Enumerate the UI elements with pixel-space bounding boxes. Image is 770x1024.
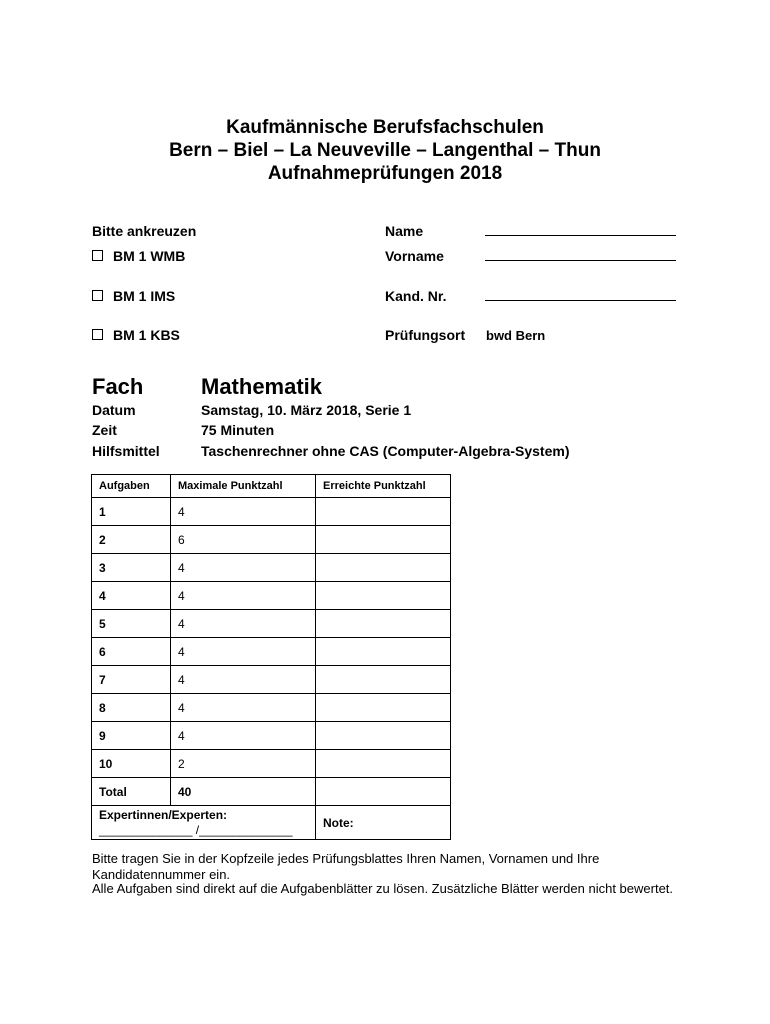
option-bm1-kbs[interactable] xyxy=(92,327,180,343)
max-points: 4 xyxy=(171,610,316,638)
task-number: 4 xyxy=(92,582,171,610)
max-points: 4 xyxy=(171,666,316,694)
instruction-2: Alle Aufgaben sind direkt auf die Aufgabenblätter zu lösen. Zusätzliche Blätter werden nicht bewertet. xyxy=(92,881,674,896)
task-number: 5 xyxy=(92,610,171,638)
zeit-label: Zeit xyxy=(92,422,117,438)
kand-nr-field[interactable] xyxy=(485,300,676,301)
table-total-row xyxy=(92,778,451,806)
selection-prompt: Bitte ankreuzen xyxy=(92,223,197,239)
header-max-punktzahl: Maximale Punktzahl xyxy=(171,475,316,498)
achieved-points-cell[interactable] xyxy=(316,582,451,610)
max-points: 4 xyxy=(171,722,316,750)
vorname-label: Vorname xyxy=(385,248,444,264)
max-points: 4 xyxy=(171,498,316,526)
score-table xyxy=(91,474,451,840)
header-locations: Bern – Biel – La Neuveville – Langenthal – Thun xyxy=(169,140,601,161)
task-number: 10 xyxy=(92,750,171,778)
checkbox-wmb[interactable] xyxy=(92,250,103,261)
hilfsmittel-label: Hilfsmittel xyxy=(92,443,160,459)
pruefungsort-label: Prüfungsort xyxy=(385,327,466,343)
note-label: Note: xyxy=(323,815,354,830)
datum-value: Samstag, 10. März 2018, Serie 1 xyxy=(201,402,412,418)
achieved-points-cell[interactable] xyxy=(316,750,451,778)
max-points: 4 xyxy=(171,694,316,722)
table-row xyxy=(92,694,451,722)
max-points: 4 xyxy=(171,582,316,610)
max-points: 6 xyxy=(171,526,316,554)
header-erreichte-punktzahl: Erreichte Punktzahl xyxy=(316,475,451,498)
option-label: BM 1 IMS xyxy=(113,288,176,304)
task-number: 6 xyxy=(92,638,171,666)
table-row xyxy=(92,582,451,610)
table-row xyxy=(92,666,451,694)
total-label: Total xyxy=(92,778,171,806)
achieved-points-cell[interactable] xyxy=(316,666,451,694)
task-number: 3 xyxy=(92,554,171,582)
header-exam-title: Aufnahmeprüfungen 2018 xyxy=(267,163,503,184)
name-label: Name xyxy=(385,223,424,239)
option-label: BM 1 WMB xyxy=(113,248,186,264)
pruefungsort-value: bwd Bern xyxy=(486,328,546,343)
achieved-points-cell[interactable] xyxy=(316,610,451,638)
table-row xyxy=(92,610,451,638)
max-points: 2 xyxy=(171,750,316,778)
option-bm1-wmb[interactable] xyxy=(92,248,185,264)
table-row xyxy=(92,722,451,750)
zeit-value: 75 Minuten xyxy=(201,422,275,438)
table-experts-row xyxy=(92,806,451,840)
name-field[interactable] xyxy=(485,235,676,236)
experts-label: Expertinnen/Experten: xyxy=(99,807,228,822)
checkbox-ims[interactable] xyxy=(92,290,103,301)
task-number: 9 xyxy=(92,722,171,750)
option-bm1-ims[interactable] xyxy=(92,288,175,304)
total-value: 40 xyxy=(171,778,316,806)
achieved-points-cell[interactable] xyxy=(316,498,451,526)
fach-value: Mathematik xyxy=(201,374,323,399)
task-number: 7 xyxy=(92,666,171,694)
achieved-points-cell[interactable] xyxy=(316,526,451,554)
checkbox-kbs[interactable] xyxy=(92,329,103,340)
table-row xyxy=(92,750,451,778)
achieved-points-cell[interactable] xyxy=(316,722,451,750)
table-row xyxy=(92,554,451,582)
achieved-points-cell[interactable] xyxy=(316,638,451,666)
table-row xyxy=(92,498,451,526)
table-row xyxy=(92,526,451,554)
max-points: 4 xyxy=(171,638,316,666)
total-achieved-cell[interactable] xyxy=(316,778,451,806)
instruction-1: Bitte tragen Sie in der Kopfzeile jedes Prüfungsblattes Ihren Namen, Vornamen und Ihre Kandidatennummer ein. xyxy=(92,851,600,882)
table-header-row xyxy=(92,475,451,498)
option-label: BM 1 KBS xyxy=(113,327,180,343)
kand-nr-label: Kand. Nr. xyxy=(385,288,447,304)
vorname-field[interactable] xyxy=(485,260,676,261)
experts-cell[interactable] xyxy=(92,806,316,840)
header-school: Kaufmännische Berufsfachschulen xyxy=(226,117,544,138)
task-number: 1 xyxy=(92,498,171,526)
datum-label: Datum xyxy=(92,402,136,418)
achieved-points-cell[interactable] xyxy=(316,554,451,582)
fach-label: Fach xyxy=(92,374,144,399)
table-row xyxy=(92,638,451,666)
task-number: 8 xyxy=(92,694,171,722)
header-aufgaben: Aufgaben xyxy=(92,475,171,498)
experts-signature-line: ______________ /______________ xyxy=(99,822,293,837)
max-points: 4 xyxy=(171,554,316,582)
hilfsmittel-value: Taschenrechner ohne CAS (Computer-Algebra-System) xyxy=(201,443,570,459)
achieved-points-cell[interactable] xyxy=(316,694,451,722)
note-cell[interactable] xyxy=(316,806,451,840)
task-number: 2 xyxy=(92,526,171,554)
